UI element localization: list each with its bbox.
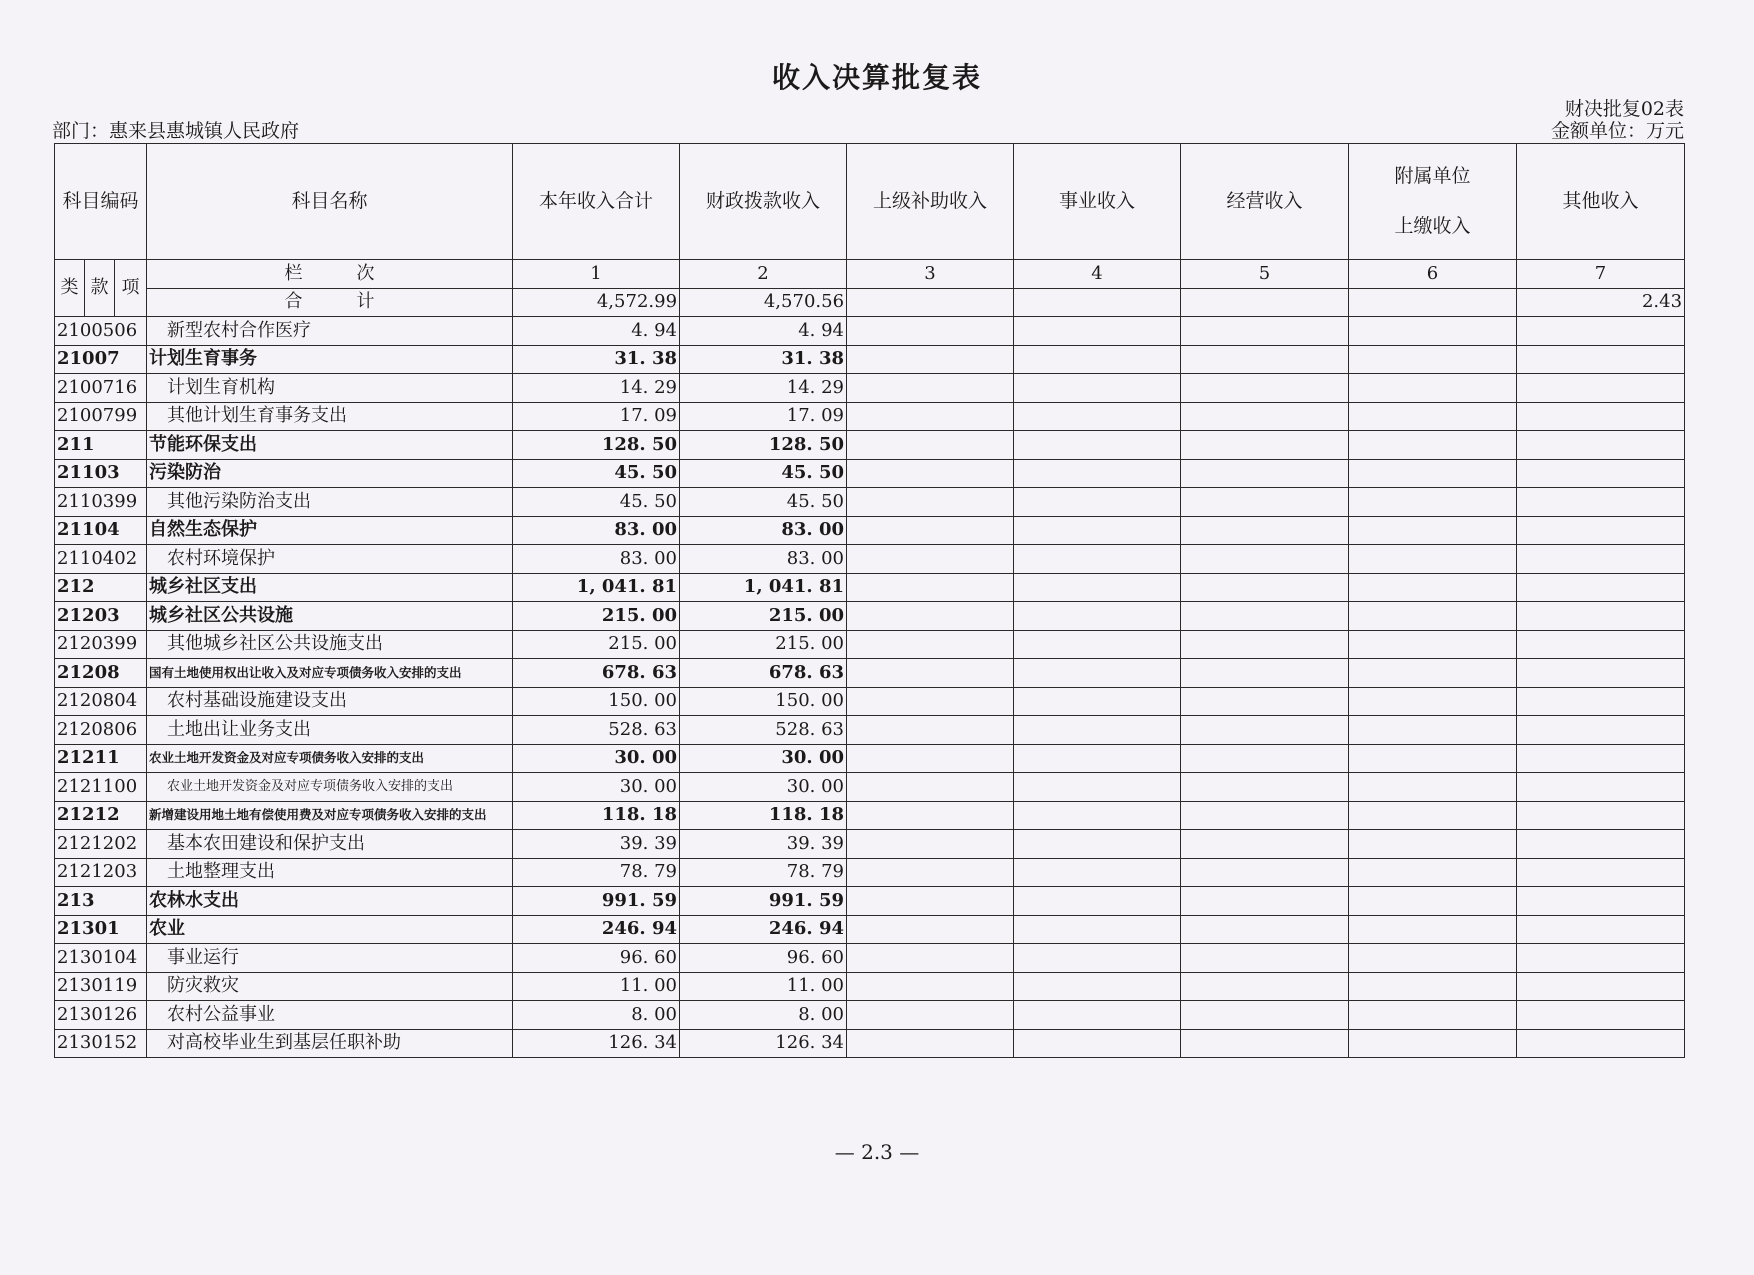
empty-cell <box>1349 801 1517 830</box>
table-row <box>55 830 1685 859</box>
table-row <box>55 1001 1685 1030</box>
total-income: 96. 60 <box>513 944 680 973</box>
fiscal-income: 30. 00 <box>680 744 847 773</box>
empty-cell <box>1014 887 1181 916</box>
subject-name: 其他城乡社区公共设施支出 <box>147 630 513 659</box>
column-number: 7 <box>1517 260 1685 289</box>
empty-cell <box>1349 887 1517 916</box>
subject-code: 21007 <box>55 345 147 374</box>
table-body <box>55 317 1685 1058</box>
empty-cell <box>847 944 1014 973</box>
total-income: 126. 34 <box>513 1029 680 1058</box>
empty-cell <box>1517 944 1685 973</box>
fiscal-income: 78. 79 <box>680 858 847 887</box>
fiscal-income: 8. 00 <box>680 1001 847 1030</box>
subject-name: 对高校毕业生到基层任职补助 <box>147 1029 513 1058</box>
empty-cell <box>1181 630 1349 659</box>
header-row <box>55 144 1685 260</box>
empty-cell <box>1014 915 1181 944</box>
empty-cell <box>1014 602 1181 631</box>
total-income: 31. 38 <box>513 345 680 374</box>
empty-cell <box>1181 345 1349 374</box>
empty-cell <box>847 915 1014 944</box>
table-row <box>55 573 1685 602</box>
total-income: 30. 00 <box>513 773 680 802</box>
empty-cell <box>847 858 1014 887</box>
subject-name: 其他污染防治支出 <box>147 488 513 517</box>
empty-cell <box>1349 1029 1517 1058</box>
fiscal-income: 215. 00 <box>680 630 847 659</box>
col-header-superior: 上级补助收入 <box>847 144 1014 260</box>
page-title: 收入决算批复表 <box>771 61 982 94</box>
subject-name: 基本农田建设和保护支出 <box>147 830 513 859</box>
empty-cell <box>1181 801 1349 830</box>
empty-cell <box>1349 488 1517 517</box>
empty-cell <box>1014 659 1181 688</box>
empty-cell <box>1517 402 1685 431</box>
empty-cell <box>1181 972 1349 1001</box>
subject-code: 21211 <box>55 744 147 773</box>
empty-cell <box>1014 972 1181 1001</box>
subject-name: 污染防治 <box>147 459 513 488</box>
empty-cell <box>1181 915 1349 944</box>
table-row <box>55 630 1685 659</box>
subject-code: 2120804 <box>55 687 147 716</box>
empty-cell <box>847 317 1014 346</box>
fiscal-income: 31. 38 <box>680 345 847 374</box>
subject-code: 21104 <box>55 516 147 545</box>
table-row <box>55 773 1685 802</box>
total-income: 150. 00 <box>513 687 680 716</box>
subject-name: 农业土地开发资金及对应专项债务收入安排的支出 <box>147 744 513 773</box>
total-income: 246. 94 <box>513 915 680 944</box>
empty-cell <box>847 459 1014 488</box>
other-sum: 2.43 <box>1517 288 1685 317</box>
subject-name: 计划生育机构 <box>147 374 513 403</box>
subject-name: 农村公益事业 <box>147 1001 513 1030</box>
income-table <box>54 143 1685 1058</box>
empty-cell <box>1517 488 1685 517</box>
empty-cell <box>1181 431 1349 460</box>
amount-unit: 金额单位：万元 <box>1550 120 1684 142</box>
empty-cell <box>1349 602 1517 631</box>
col-header-name: 科目名称 <box>147 144 513 260</box>
fiscal-income: 14. 29 <box>680 374 847 403</box>
empty-cell <box>1181 488 1349 517</box>
subject-name: 国有土地使用权出让收入及对应专项债务收入安排的支出 <box>147 659 513 688</box>
xiang-label: 项 <box>115 260 147 317</box>
empty-cell <box>847 545 1014 574</box>
subject-code: 21103 <box>55 459 147 488</box>
total-income: 78. 79 <box>513 858 680 887</box>
empty-cell <box>1014 1029 1181 1058</box>
empty-cell <box>1014 687 1181 716</box>
subject-code: 2121203 <box>55 858 147 887</box>
empty-cell <box>1517 431 1685 460</box>
table-row <box>55 744 1685 773</box>
subject-code: 2100799 <box>55 402 147 431</box>
subject-name: 新型农村合作医疗 <box>147 317 513 346</box>
empty-cell <box>1181 858 1349 887</box>
lei-label: 类 <box>55 260 85 317</box>
subject-code: 2130119 <box>55 972 147 1001</box>
empty-cell <box>1014 801 1181 830</box>
fiscal-income: 11. 00 <box>680 972 847 1001</box>
total-income: 30. 00 <box>513 744 680 773</box>
col-header-affiliated <box>1349 144 1517 260</box>
col-header-affiliated-2: 上缴收入 <box>1394 214 1471 237</box>
empty-cell <box>1014 345 1181 374</box>
subject-code: 2130126 <box>55 1001 147 1030</box>
empty-cell <box>847 773 1014 802</box>
empty-cell <box>1014 516 1181 545</box>
empty-cell <box>1517 830 1685 859</box>
total-income: 45. 50 <box>513 488 680 517</box>
fiscal-income: 83. 00 <box>680 516 847 545</box>
total-income: 528. 63 <box>513 716 680 745</box>
empty-cell <box>1349 716 1517 745</box>
sum-label: 合 计 <box>147 288 513 317</box>
empty-cell <box>847 801 1014 830</box>
table-row <box>55 545 1685 574</box>
empty-cell <box>847 345 1014 374</box>
empty-cell <box>1517 972 1685 1001</box>
col-header-affiliated-1: 附属单位 <box>1394 165 1471 188</box>
empty-cell <box>1181 573 1349 602</box>
fiscal-income: 528. 63 <box>680 716 847 745</box>
fiscal-income: 30. 00 <box>680 773 847 802</box>
table-row <box>55 317 1685 346</box>
empty-cell <box>1014 488 1181 517</box>
form-code: 财决批复02表 <box>1564 98 1684 120</box>
col-header-business: 事业收入 <box>1014 144 1181 260</box>
column-number: 5 <box>1181 260 1349 289</box>
empty-cell <box>1517 1029 1685 1058</box>
empty-cell <box>1181 545 1349 574</box>
empty-cell <box>1517 887 1685 916</box>
subject-name: 新增建设用地土地有偿使用费及对应专项债务收入安排的支出 <box>147 801 513 830</box>
empty-cell <box>1517 659 1685 688</box>
empty-cell <box>1517 516 1685 545</box>
empty-cell <box>847 887 1014 916</box>
empty-cell <box>1349 402 1517 431</box>
empty-cell <box>847 488 1014 517</box>
subject-code: 21212 <box>55 801 147 830</box>
subject-code: 2121202 <box>55 830 147 859</box>
total-income: 128. 50 <box>513 431 680 460</box>
empty-cell <box>1349 630 1517 659</box>
column-number: 4 <box>1014 260 1181 289</box>
empty-cell <box>1181 744 1349 773</box>
total-income: 215. 00 <box>513 602 680 631</box>
col-header-other: 其他收入 <box>1517 144 1685 260</box>
empty-cell <box>1181 773 1349 802</box>
fiscal-income: 96. 60 <box>680 944 847 973</box>
empty-cell <box>1349 545 1517 574</box>
empty-cell <box>1014 716 1181 745</box>
empty-cell <box>1349 459 1517 488</box>
empty-cell <box>1517 915 1685 944</box>
table-row <box>55 431 1685 460</box>
empty-cell <box>847 1029 1014 1058</box>
empty-cell <box>1181 659 1349 688</box>
empty-cell <box>1181 944 1349 973</box>
subject-code: 2130104 <box>55 944 147 973</box>
total-income: 1, 041. 81 <box>513 573 680 602</box>
empty-cell <box>1349 345 1517 374</box>
table-row <box>55 887 1685 916</box>
empty-cell <box>1517 716 1685 745</box>
empty-cell <box>1014 402 1181 431</box>
empty-cell <box>1349 516 1517 545</box>
empty-cell <box>847 402 1014 431</box>
empty-cell <box>1349 659 1517 688</box>
empty-cell <box>1181 830 1349 859</box>
empty-cell <box>847 972 1014 1001</box>
subject-name: 城乡社区支出 <box>147 573 513 602</box>
totals-row <box>55 288 1685 317</box>
subject-name: 农业土地开发资金及对应专项债务收入安排的支出 <box>147 773 513 802</box>
empty-cell <box>1181 1029 1349 1058</box>
empty-cell <box>1517 773 1685 802</box>
empty-cell <box>1517 573 1685 602</box>
table-row <box>55 687 1685 716</box>
total-income: 8. 00 <box>513 1001 680 1030</box>
fiscal-income: 118. 18 <box>680 801 847 830</box>
subject-name: 农村环境保护 <box>147 545 513 574</box>
empty-cell <box>1517 345 1685 374</box>
fiscal-income: 1, 041. 81 <box>680 573 847 602</box>
empty-cell <box>1181 516 1349 545</box>
fiscal-income: 150. 00 <box>680 687 847 716</box>
table-row <box>55 516 1685 545</box>
table-row <box>55 402 1685 431</box>
empty-cell <box>1517 459 1685 488</box>
empty-cell <box>1014 744 1181 773</box>
subject-code: 21301 <box>55 915 147 944</box>
empty-cell <box>1349 431 1517 460</box>
total-income: 83. 00 <box>513 545 680 574</box>
empty-cell <box>1014 545 1181 574</box>
fiscal-income: 126. 34 <box>680 1029 847 1058</box>
empty-cell <box>1517 801 1685 830</box>
table-row <box>55 1029 1685 1058</box>
subject-name: 计划生育事务 <box>147 345 513 374</box>
empty-cell <box>1014 773 1181 802</box>
empty-cell <box>1349 773 1517 802</box>
subject-name: 防灾救灾 <box>147 972 513 1001</box>
empty-cell <box>1181 1001 1349 1030</box>
empty-cell <box>1014 317 1181 346</box>
empty-cell <box>847 374 1014 403</box>
table-row <box>55 716 1685 745</box>
page-number: — 2.3 — <box>834 1140 920 1164</box>
empty-cell <box>1181 716 1349 745</box>
fiscal-income: 17. 09 <box>680 402 847 431</box>
fiscal-income: 246. 94 <box>680 915 847 944</box>
fiscal-income: 45. 50 <box>680 459 847 488</box>
empty-cell <box>1349 744 1517 773</box>
empty-cell <box>1014 459 1181 488</box>
col-header-total: 本年收入合计 <box>513 144 680 260</box>
empty-cell <box>1517 545 1685 574</box>
empty-cell <box>1014 944 1181 973</box>
total-income: 118. 18 <box>513 801 680 830</box>
empty-cell <box>1517 374 1685 403</box>
empty-cell <box>1349 687 1517 716</box>
empty-cell <box>1349 915 1517 944</box>
empty-cell <box>1014 858 1181 887</box>
subject-code: 211 <box>55 431 147 460</box>
empty-cell <box>847 431 1014 460</box>
empty-cell <box>1517 687 1685 716</box>
empty-cell <box>1014 630 1181 659</box>
col-header-code: 科目编码 <box>55 144 147 260</box>
total-income: 991. 59 <box>513 887 680 916</box>
total-income: 17. 09 <box>513 402 680 431</box>
subject-code: 21203 <box>55 602 147 631</box>
column-number: 3 <box>847 260 1014 289</box>
empty-cell <box>1517 317 1685 346</box>
empty-cell <box>1014 374 1181 403</box>
empty-cell <box>1014 1001 1181 1030</box>
table-row <box>55 459 1685 488</box>
total-income: 14. 29 <box>513 374 680 403</box>
subject-name: 农村基础设施建设支出 <box>147 687 513 716</box>
department-label: 部门：惠来县惠城镇人民政府 <box>52 120 300 142</box>
empty-cell <box>1517 1001 1685 1030</box>
empty-cell <box>1349 374 1517 403</box>
col-header-operating: 经营收入 <box>1181 144 1349 260</box>
empty-cell <box>847 830 1014 859</box>
subject-name: 事业运行 <box>147 944 513 973</box>
column-no-label: 栏 次 <box>147 260 513 289</box>
subject-name: 土地整理支出 <box>147 858 513 887</box>
empty-cell <box>1014 830 1181 859</box>
empty-cell <box>847 659 1014 688</box>
empty-cell <box>1181 602 1349 631</box>
subject-name: 自然生态保护 <box>147 516 513 545</box>
subject-name: 农业 <box>147 915 513 944</box>
empty-cell <box>1014 573 1181 602</box>
empty-cell <box>847 602 1014 631</box>
fiscal-income: 39. 39 <box>680 830 847 859</box>
subject-code: 213 <box>55 887 147 916</box>
table-row <box>55 488 1685 517</box>
empty-cell <box>1181 887 1349 916</box>
col-header-fiscal: 财政拨款收入 <box>680 144 847 260</box>
fiscal-income: 45. 50 <box>680 488 847 517</box>
empty-cell <box>847 573 1014 602</box>
subject-name: 土地出让业务支出 <box>147 716 513 745</box>
empty-cell <box>847 630 1014 659</box>
fiscal-income: 83. 00 <box>680 545 847 574</box>
empty-cell <box>1349 858 1517 887</box>
empty-cell <box>1349 1001 1517 1030</box>
column-number-row <box>55 260 1685 289</box>
empty-cell <box>1517 858 1685 887</box>
empty-cell <box>1349 830 1517 859</box>
total-income: 83. 00 <box>513 516 680 545</box>
empty-cell <box>847 716 1014 745</box>
empty-cell <box>847 516 1014 545</box>
subject-code: 2130152 <box>55 1029 147 1058</box>
subject-code: 2110399 <box>55 488 147 517</box>
empty-cell <box>1181 459 1349 488</box>
subject-code: 2120399 <box>55 630 147 659</box>
total-sum: 4,572.99 <box>513 288 680 317</box>
empty-cell <box>847 1001 1014 1030</box>
empty-cell <box>1349 944 1517 973</box>
total-income: 45. 50 <box>513 459 680 488</box>
column-number: 1 <box>513 260 680 289</box>
subject-name: 城乡社区公共设施 <box>147 602 513 631</box>
subject-code: 21208 <box>55 659 147 688</box>
empty-cell <box>1349 972 1517 1001</box>
fiscal-income: 128. 50 <box>680 431 847 460</box>
empty-cell <box>847 687 1014 716</box>
subject-code: 2100506 <box>55 317 147 346</box>
table-row <box>55 602 1685 631</box>
subject-code: 212 <box>55 573 147 602</box>
subject-name: 农林水支出 <box>147 887 513 916</box>
empty-cell <box>1181 402 1349 431</box>
table-row <box>55 374 1685 403</box>
empty-cell <box>1517 630 1685 659</box>
total-income: 4. 94 <box>513 317 680 346</box>
table-row <box>55 915 1685 944</box>
fiscal-income: 4. 94 <box>680 317 847 346</box>
empty-cell <box>1181 687 1349 716</box>
subject-code: 2121100 <box>55 773 147 802</box>
table-row <box>55 659 1685 688</box>
subject-code: 2100716 <box>55 374 147 403</box>
fiscal-income: 215. 00 <box>680 602 847 631</box>
table-row <box>55 345 1685 374</box>
subject-name: 节能环保支出 <box>147 431 513 460</box>
table-row <box>55 944 1685 973</box>
fiscal-sum: 4,570.56 <box>680 288 847 317</box>
empty-cell <box>1181 317 1349 346</box>
subject-code: 2110402 <box>55 545 147 574</box>
empty-cell <box>847 744 1014 773</box>
empty-cell <box>1014 431 1181 460</box>
fiscal-income: 678. 63 <box>680 659 847 688</box>
total-income: 678. 63 <box>513 659 680 688</box>
kuan-label: 款 <box>85 260 115 317</box>
total-income: 11. 00 <box>513 972 680 1001</box>
total-income: 39. 39 <box>513 830 680 859</box>
table-row <box>55 972 1685 1001</box>
column-number: 6 <box>1349 260 1517 289</box>
table-row <box>55 858 1685 887</box>
empty-cell <box>1517 744 1685 773</box>
empty-cell <box>1349 317 1517 346</box>
column-number: 2 <box>680 260 847 289</box>
subject-code: 2120806 <box>55 716 147 745</box>
empty-cell <box>1181 374 1349 403</box>
empty-cell <box>1349 573 1517 602</box>
subject-name: 其他计划生育事务支出 <box>147 402 513 431</box>
table-row <box>55 801 1685 830</box>
empty-cell <box>1517 602 1685 631</box>
fiscal-income: 991. 59 <box>680 887 847 916</box>
total-income: 215. 00 <box>513 630 680 659</box>
